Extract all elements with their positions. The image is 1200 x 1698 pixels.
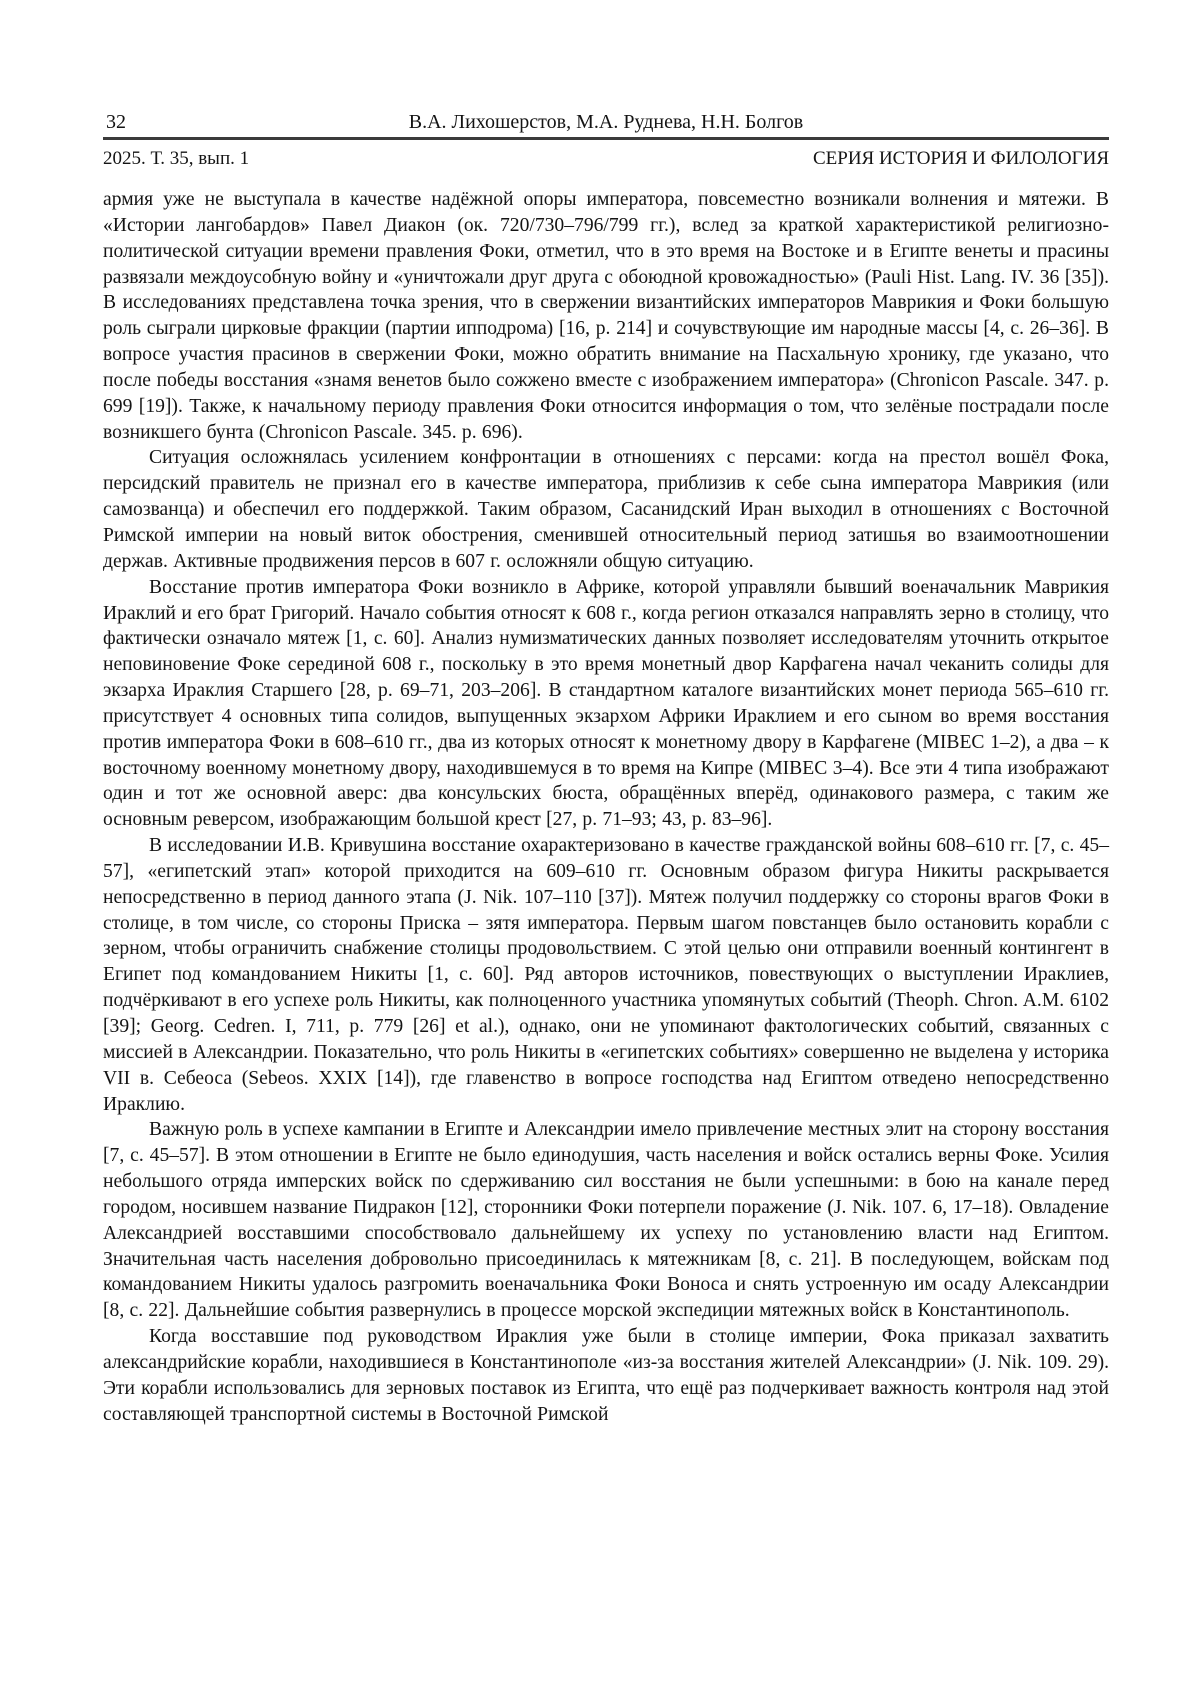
paragraph: Восстание против императора Фоки возникло в Африке, которой управляли бывший военачальник Маврикия Ираклий и его брат Григорий. Начало события относят к 608 г., когда регион отказался направлять зерно в столицу, что фактически означало мятеж [1, с. 60]. Анализ нумизматических данных позволяет исследователям уточнить открытое неповиновение Фоке серединой 608 г., поскольку в это время монетный двор Карфагена начал чеканить солиды для экзарха Ираклия Старшего [28, p. 69–71, 203–206]. В стандартном каталоге византийских монет периода 565–610 гг. присутствует 4 основных типа солидов, выпущенных экзархом Африки Ираклием и его сыном во время восстания против императора Фоки в 608–610 гг., два из которых относят к монетному двору в Карфагене (MIBEC 1–2), а два – к восточному военному монетному двору, находившемуся в то время на Кипре (MIBEC 3–4). Все эти 4 типа изображают один и тот же основной аверс: два консульских бюста, обращённых вперёд, одинакового размера, с таким же основным реверсом, изображающим большой крест [27, p. 71–93; 43, p. 83–96]. [103, 576, 1109, 831]
paragraph: В исследовании И.В. Кривушина восстание охарактеризовано в качестве гражданской войны 608–610 гг. [7, с. 45–57], «египетский этап» которой приходится на 609–610 гг. Основным образом фигура Никиты раскрывается непосредственно в период данного этапа (J. Nik. 107–110 [37]). Мятеж получил поддержку со стороны врагов Фоки в столице, в том числе, со стороны Приска – зятя императора. Первым шагом повстанцев было остановить корабли с зерном, чтобы ограничить снабжение столицы продовольствием. С этой целью они отправили военный контингент в Египет под командованием Никиты [1, с. 60]. Ряд авторов источников, повествующих о выступлении Ираклиев, подчёркивают в его успехе роль Никиты, как полноценного участника упомянутых событий (Theoph. Chron. A.M. 6102 [39]; Georg. Cedren. I, 711, p. 779 [26] et al.), однако, они не упоминают фактологических событий, связанных с миссией в Александрии. Показательно, что роль Никиты в «египетских событиях» совершенно не выделена у историка VII в. Себеоса (Sebeos. XXIX [14]), где главенство в вопросе господства над Египтом отведено непосредственно Ираклию. [103, 835, 1109, 1115]
paragraph: Важную роль в успехе кампании в Египте и Александрии имело привлечение местных элит на сторону восстания [7, с. 45–57]. В этом отношении в Египте не было единодушия, часть населения и войск остались верны Фоке. Усилия небольшого отряда имперских войск по сдерживанию сил восстания не были успешными: в бою на канале перед городом, носившем название Пидракон [12], сторонники Фоки потерпели поражение (J. Nik. 107. 6, 17–18). Овладение Александрией восставшими способствовало дальнейшему их успеху по установлению власти над Египтом. Значительная часть населения добровольно присоединилась к мятежникам [8, с. 21]. В последующем, войскам под командованием Никиты удалось разгромить военачальника Фоки Воноса и снять устроенную им осаду Александрии [8, с. 22]. Дальнейшие события развернулись в процессе морской экспедиции мятежных войск в Константинополь. [103, 1119, 1109, 1322]
page-number: 32 [106, 111, 126, 133]
paragraph: армия уже не выступала в качестве надёжной опоры императора, повсеместно возникали волнения и мятежи. В «Истории лангобардов» Павел Диакон (ок. 720/730–796/799 гг.), вслед за краткой характеристикой религиозно-политической ситуации времени правления Фоки, отметил, что в это время на Востоке и в Египте венеты и прасины развязали междоусобную войну и «уничтожали друг друга с обоюдной кровожадностью» (Pauli Hist. Lang. IV. 36 [35]). В исследованиях представлена точка зрения, что в свержении византийских императоров Маврикия и Фоки большую роль сыграли цирковые фракции (партии ипподрома) [16, p. 214] и сочувствующие им народные массы [4, с. 26–36]. В вопросе участия прасинов в свержении Фоки, можно обратить внимание на Пасхальную хронику, где указано, что после победы восстания «знамя венетов было сожжено вместе с изображением императора» (Chronicon Pascale. 347. p. 699 [19]). Также, к начальному периоду правления Фоки относится информация о том, что зелёные пострадали после возникшего бунта (Chronicon Pascale. 345. p. 696). [103, 189, 1109, 443]
issue-info: 2025. Т. 35, вып. 1 [103, 148, 250, 169]
paragraph: Ситуация осложнялась усилением конфронтации в отношениях с персами: когда на престол вошёл Фока, персидский правитель не признал его в качестве императора, приблизив к себе сына императора Маврикия (или самозванца) и обеспечил его поддержкой. Таким образом, Сасанидский Иран выходил в отношениях с Восточной Римской империи на новый виток обострения, сменившей относительный период затишья во взаимоотношении держав. Активные продвижения персов в 607 г. осложняли общую ситуацию. [103, 447, 1109, 572]
paragraph: Когда восставшие под руководством Ираклия уже были в столице империи, Фока приказал захватить александрийские корабли, находившиеся в Константинополе «из-за восстания жителей Александрии» (J. Nik. 109. 29). Эти корабли использовались для зерновых поставок из Египта, что ещё раз подчеркивает важность контроля над этой составляющей транспортной системы в Восточной Римской [103, 1326, 1109, 1425]
series-title: СЕРИЯ ИСТОРИЯ И ФИЛОЛОГИЯ [812, 148, 1109, 169]
running-head-authors: В.А. Лихошерстов, М.А. Руднева, Н.Н. Болгов [408, 111, 804, 133]
article-body [103, 187, 1109, 1428]
page-content [103, 108, 1109, 1428]
running-head-top [103, 108, 1109, 134]
header-rule [103, 137, 1109, 140]
running-head-bottom [103, 148, 1109, 170]
